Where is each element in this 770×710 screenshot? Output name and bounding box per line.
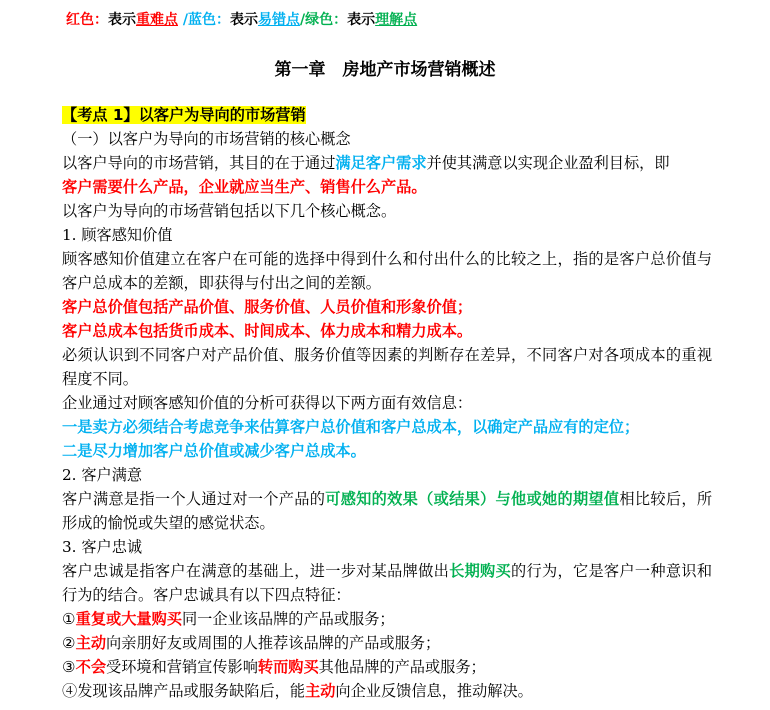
text-run: ④发现该品牌产品或服务缺陷后，能 [62, 682, 305, 700]
legend-blue-term: 易错点 [258, 12, 300, 28]
key-term: 主动 [305, 682, 336, 700]
paragraph-line: 企业通过对顾客感知价值的分析可获得以下两方面有效信息： [62, 394, 473, 412]
error-prone-statement: 二是尽力增加客户总价值或减少客户总成本。 [62, 442, 366, 460]
key-term: 重复或大量购买 [75, 610, 182, 628]
text-run: 其他品牌的产品或服务； [318, 658, 486, 676]
error-prone-statement: 一是卖方必须结合考虑竞争来估算客户总价值和客户总成本，以确定产品应有的定位； [62, 418, 640, 436]
paragraph [62, 487, 712, 535]
paragraph [62, 559, 712, 607]
feature-item [62, 655, 712, 679]
feature-item [62, 679, 712, 703]
legend-sep: / [178, 12, 188, 28]
legend-green-term: 理解点 [375, 12, 418, 28]
chapter-title: 第一章 房地产市场营销概述 [274, 60, 496, 80]
document-body [62, 103, 712, 703]
legend-red-term: 重难点 [136, 12, 178, 28]
item-number: ② [62, 634, 76, 652]
text-run: 向亲朋好友或周围的人推荐该品牌的产品或服务； [106, 634, 441, 652]
legend-blue-desc: 表示 [230, 12, 258, 28]
feature-item [62, 631, 712, 655]
text-run: 受环境和营销宣传影响 [106, 658, 258, 676]
kaodian-label: 【考点 1】以客户为导向的市场营销 [62, 106, 306, 124]
text-run: 客户忠诚是指客户在满意的基础上，进一步对某品牌做出 [62, 562, 450, 580]
text-run: 相比较后，所形成的愉悦或失望的感觉状态。 [62, 490, 713, 532]
paragraph: 必须认识到不同客户对产品价值、服务价值等因素的判断存在差异，不同客户对各项成本的重视程度不同。 [62, 346, 712, 388]
legend-green-label: 绿色： [305, 12, 348, 28]
legend-red-desc: 表示 [108, 12, 136, 28]
key-term: 不会 [75, 658, 106, 676]
text-run: 并使其满意以实现企业盈利目标，即 [426, 154, 670, 172]
item-number: ① [62, 610, 76, 628]
subsection-heading: 3. 客户忠诚 [62, 538, 143, 556]
paragraph-line: 以客户为导向的市场营销包括以下几个核心概念。 [62, 202, 397, 220]
key-term: 可感知的效果（或结果）与他或她的期望值 [325, 490, 620, 508]
kaodian-heading [62, 103, 712, 127]
feature-item [62, 607, 712, 631]
legend-green-desc: 表示 [347, 12, 376, 28]
paragraph-line [62, 151, 712, 175]
key-term: 主动 [75, 634, 106, 652]
text-run: 向企业反馈信息，推动解决。 [335, 682, 533, 700]
subsection-heading: 2. 客户满意 [62, 466, 143, 484]
text-run: 的行为，它是客户一种意识和行为的结合。客户忠诚具有以下四点特征： [62, 562, 713, 604]
key-term: 转而购买 [257, 658, 319, 676]
item-number: ③ [62, 658, 76, 676]
legend-sep: / [300, 12, 306, 28]
subsection-heading: 1. 顾客感知价值 [62, 226, 173, 244]
legend-red-label: 红色： [66, 12, 108, 28]
section-heading: （一）以客户为导向的市场营销的核心概念 [62, 130, 351, 148]
key-statement: 客户总价值包括产品价值、服务价值、人员价值和形象价值； [62, 298, 473, 316]
key-term: 满足客户需求 [335, 154, 427, 172]
paragraph: 顾客感知价值建立在客户在可能的选择中得到什么和付出什么的比较之上，指的是客户总价值与客户总成本的差额，即获得与付出之间的差额。 [62, 250, 712, 292]
color-legend [66, 9, 417, 31]
legend-blue-label: 蓝色： [188, 12, 230, 28]
key-statement: 客户需要什么产品，企业就应当生产、销售什么产品。 [62, 178, 427, 196]
text-run: 客户满意是指一个人通过对一个产品的 [62, 490, 326, 508]
key-statement: 客户总成本包括货币成本、时间成本、体力成本和精力成本。 [62, 322, 473, 340]
text-run: 以客户导向的市场营销，其目的在于通过 [62, 154, 336, 172]
key-term: 长期购买 [449, 562, 512, 580]
text-run: 同一企业该品牌的产品或服务； [181, 610, 395, 628]
